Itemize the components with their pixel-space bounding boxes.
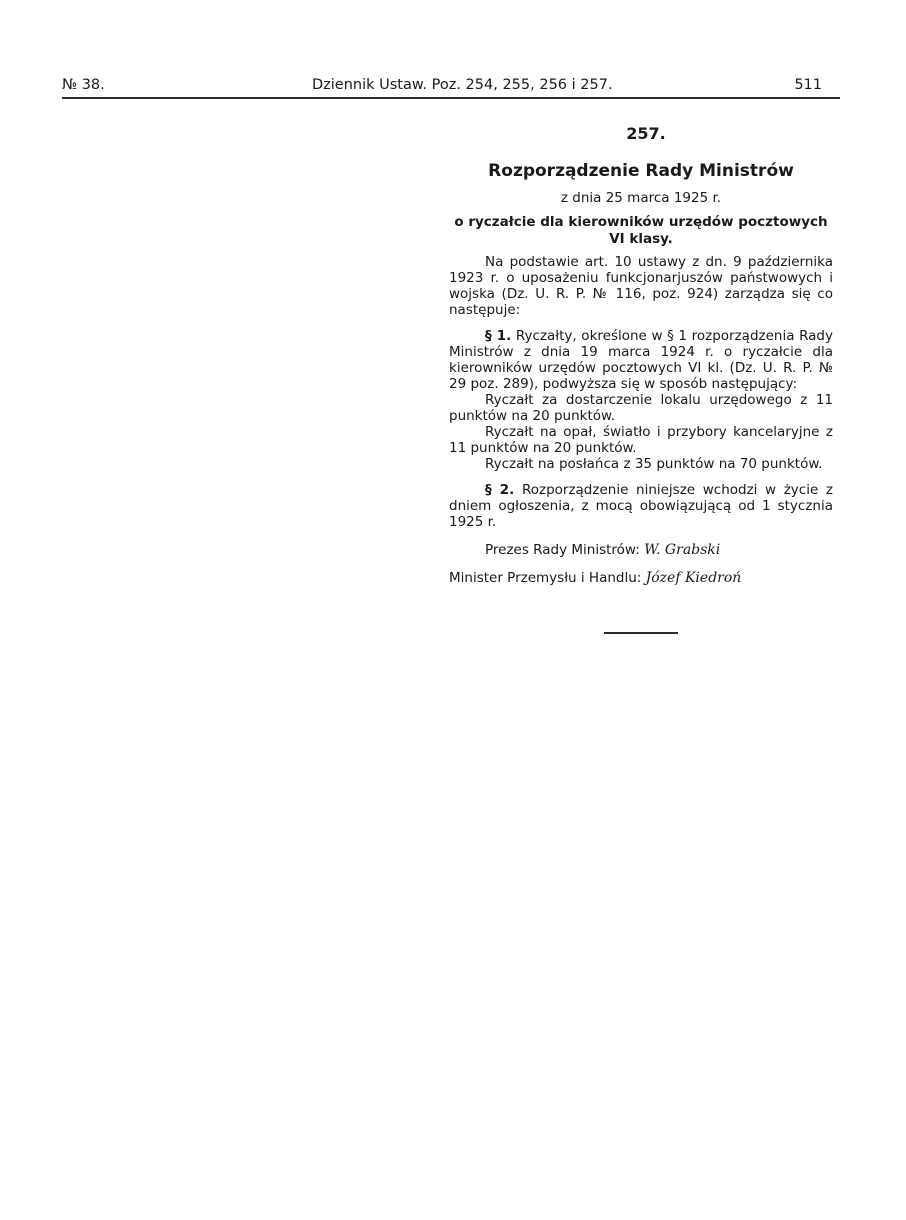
signature-role: Minister Przemysłu i Handlu: xyxy=(449,570,642,586)
act-number: 257. xyxy=(626,124,666,143)
preamble: Na podstawie art. 10 ustawy z dn. 9 października 1923 r. o uposażeniu funkcjonarjuszów państwowych i wojska (Dz. U. R. P. № 116, poz. 924) zarządza się co następuje: xyxy=(449,254,833,318)
page-number: 511 xyxy=(794,77,822,93)
end-rule xyxy=(604,632,678,634)
section-1-item: Ryczałt na opał, światło i przybory kancelaryjne z 11 punktów na 20 punktów. xyxy=(449,424,833,456)
act-column xyxy=(449,124,833,586)
act-subject: o ryczałcie dla kierowników urzędów pocztowych VI klasy. xyxy=(454,214,828,247)
journal-title: Dziennik Ustaw. Poz. 254, 255, 256 i 257. xyxy=(312,77,613,93)
section-1-text: Ryczałty, określone w § 1 rozporządzenia Rady Ministrów z dnia 19 marca 1924 r. o ryczałcie dla kierowników urzędów pocztowych VI kl. (Dz. U. R. P. № 29 poz. 289), podwyższa się w sposób następujący: xyxy=(449,328,833,392)
signature-name: W. Grabski xyxy=(644,542,721,558)
signature-prime-minister xyxy=(449,542,833,558)
section-2-text: Rozporządzenie niniejsze wchodzi w życie z dniem ogłoszenia, z mocą obowiązującą od 1 stycznia 1925 r. xyxy=(449,482,833,530)
issue-number: № 38. xyxy=(62,77,105,93)
section-1 xyxy=(449,328,833,392)
section-2-mark: § 2. xyxy=(485,482,515,498)
section-1-item: Ryczałt na posłańca z 35 punktów na 70 punktów. xyxy=(485,456,823,472)
section-1-item: Ryczałt za dostarczenie lokalu urzędowego z 11 punktów na 20 punktów. xyxy=(449,392,833,424)
signature-role: Prezes Rady Ministrów: xyxy=(485,542,640,558)
section-1-mark: § 1. xyxy=(485,328,512,344)
page-header xyxy=(62,77,840,97)
section-2 xyxy=(449,482,833,530)
signature-name: Józef Kiedroń xyxy=(645,570,742,586)
header-rule xyxy=(62,97,840,99)
act-title: Rozporządzenie Rady Ministrów xyxy=(488,161,794,181)
signature-minister-industry xyxy=(449,570,833,586)
act-date: z dnia 25 marca 1925 r. xyxy=(560,190,722,206)
